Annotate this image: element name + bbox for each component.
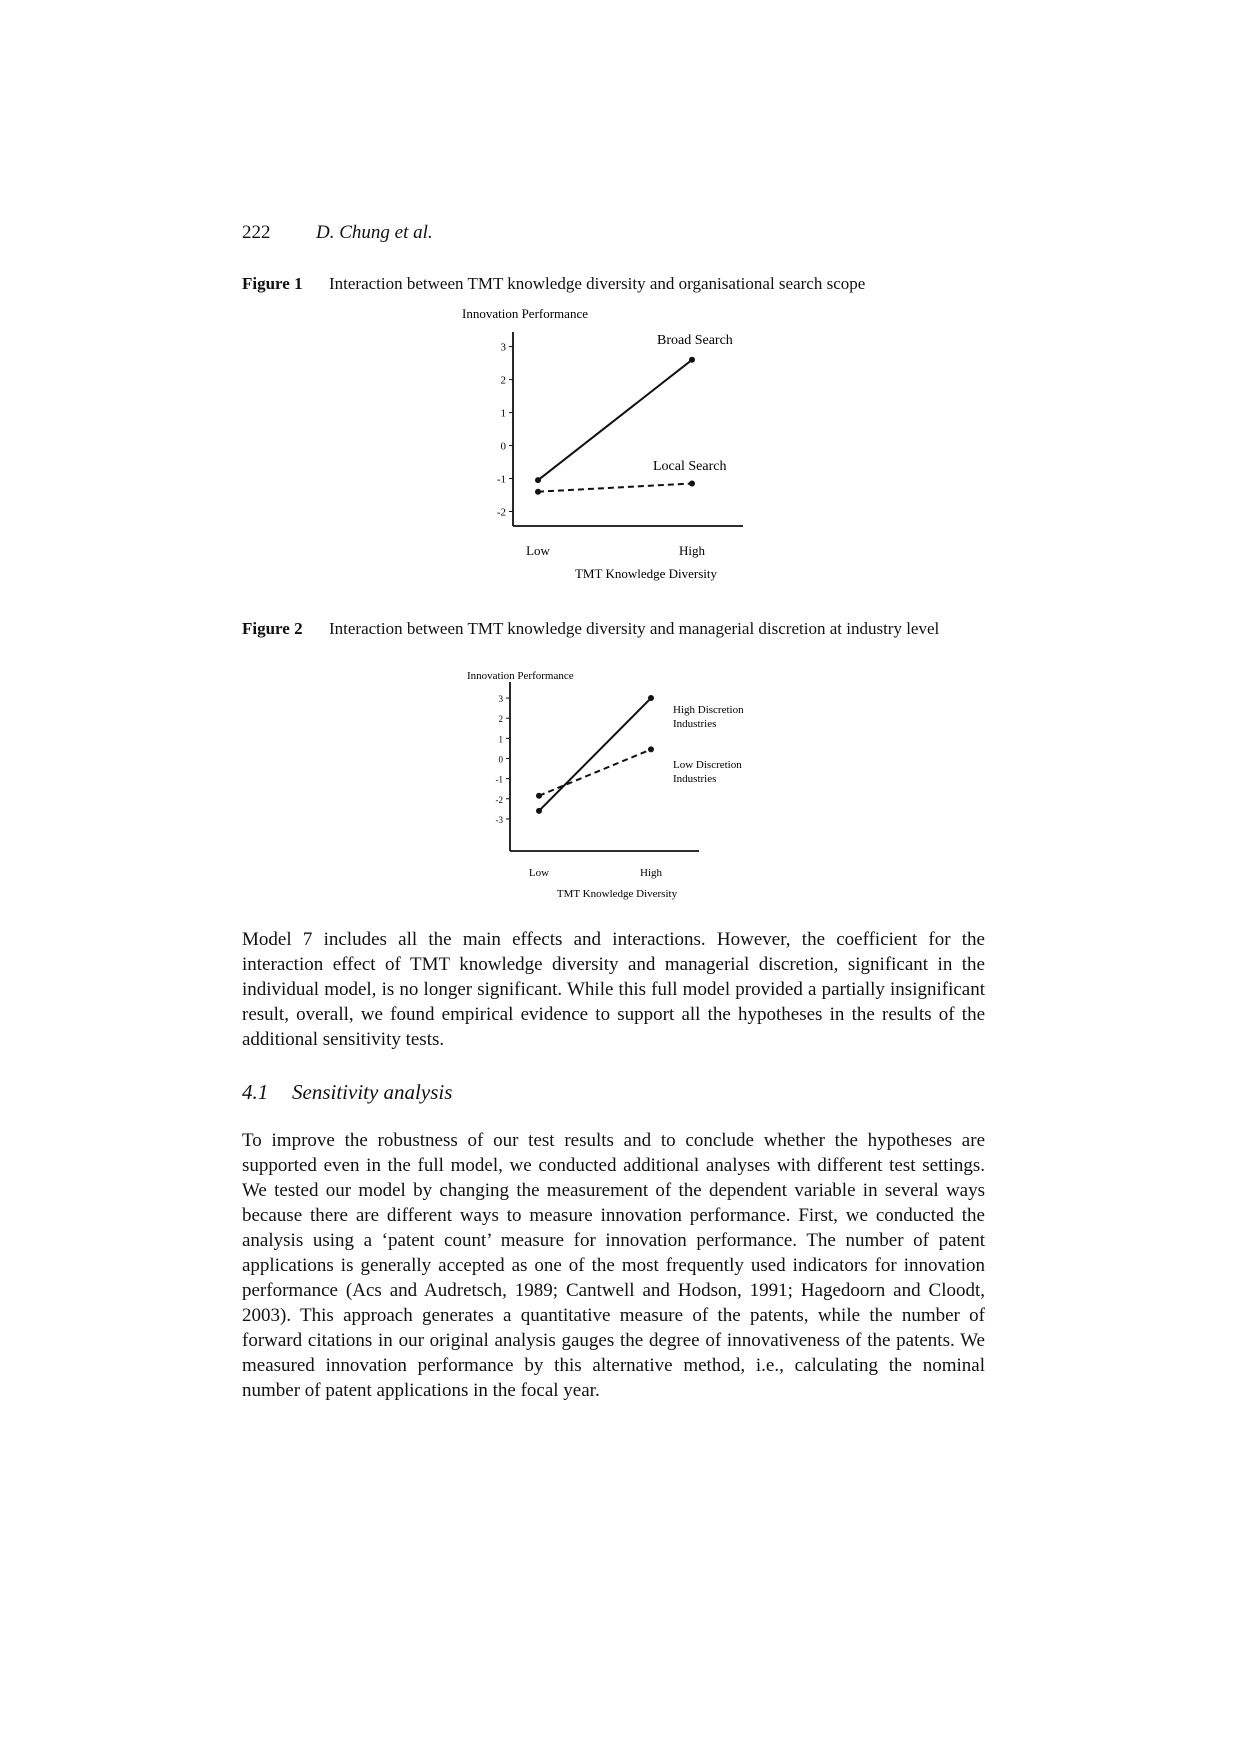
page-number: 222 xyxy=(242,222,271,243)
y-tick-label: 0 xyxy=(498,754,503,765)
x-tick-label: Low xyxy=(526,543,550,558)
x-tick-label: High xyxy=(679,543,705,558)
x-tick-label: Low xyxy=(528,867,550,879)
figure-1-chart xyxy=(462,300,770,590)
data-point xyxy=(689,357,695,363)
y-tick-label: -1 xyxy=(495,774,503,785)
y-axis-label: Innovation Performance xyxy=(467,670,574,682)
y-axis-label: Innovation Performance xyxy=(462,306,588,321)
series-line xyxy=(539,698,651,811)
data-point xyxy=(535,489,541,495)
data-point xyxy=(535,477,541,483)
series-label: Industries xyxy=(673,773,717,785)
series-label: Local Search xyxy=(653,459,727,474)
series-line xyxy=(539,749,651,795)
running-header xyxy=(242,222,433,244)
data-point xyxy=(536,793,542,799)
y-tick-label: 3 xyxy=(498,694,503,705)
y-tick-label: 3 xyxy=(500,341,506,354)
data-point xyxy=(536,808,542,814)
series-label: Broad Search xyxy=(657,333,733,348)
y-tick-label: -3 xyxy=(495,814,503,825)
data-point xyxy=(689,480,695,486)
figure-2-chart xyxy=(467,668,770,918)
section-title: Sensitivity analysis xyxy=(292,1080,453,1104)
section-heading xyxy=(242,1080,452,1105)
series-line xyxy=(538,483,692,491)
figure-1-caption-text: Interaction between TMT knowledge diversity and organisational search scope xyxy=(329,274,866,293)
body-paragraph-2: To improve the robustness of our test results and to conclude whether the hypotheses are supported even in the full model, we conducted additional analyses with different test settings. We tested our model by changing the measurement of the dependent variable in several ways because there are different ways to measure innovation performance. First, we conducted the analysis using a ‘patent count’ measure for innovation performance. The number of patent applications is generally accepted as one of the most frequently used indicators for innovation performance (Acs and Audretsch, 1989; Cantwell and Hodson, 1991; Hagedoorn and Cloodt, 2003). This approach generates a quantitative measure of the patents, while the number of forward citations in our original analysis gauges the degree of innovativeness of the patents. We measured innovation performance by this alternative method, i.e., calculating the nominal number of patent applications in the focal year. xyxy=(242,1130,985,1401)
figure-2-label: Figure 2 xyxy=(242,619,303,638)
body-paragraph-1: Model 7 includes all the main effects and interactions. However, the coefficient for the interaction effect of TMT knowledge diversity and managerial discretion, significant in the individual model, is no longer significant. While this full model provided a partially insignificant result, overall, we found empirical evidence to support all the hypotheses in the results of the additional sensitivity tests. xyxy=(242,929,985,1050)
y-tick-label: -1 xyxy=(496,473,506,486)
y-tick-label: -2 xyxy=(496,506,506,519)
figure-2-caption-text: Interaction between TMT knowledge diversity and managerial discretion at industry level xyxy=(329,619,940,638)
figure-1-label: Figure 1 xyxy=(242,274,303,293)
y-tick-label: 1 xyxy=(500,407,506,420)
x-tick-label: High xyxy=(640,867,662,879)
series-label: Industries xyxy=(673,718,717,730)
section-number: 4.1 xyxy=(242,1080,269,1104)
series-label: Low Discretion xyxy=(673,759,742,771)
running-authors: D. Chung et al. xyxy=(316,222,433,243)
data-point xyxy=(648,695,654,701)
x-axis-label: TMT Knowledge Diversity xyxy=(556,888,678,900)
y-tick-label: 0 xyxy=(500,440,506,453)
y-tick-label: -2 xyxy=(495,794,503,805)
y-tick-label: 1 xyxy=(498,734,503,745)
data-point xyxy=(648,746,654,752)
y-tick-label: 2 xyxy=(500,374,506,387)
y-tick-label: 2 xyxy=(498,714,503,725)
series-label: High Discretion xyxy=(673,704,744,716)
x-axis-label: TMT Knowledge Diversity xyxy=(574,566,718,581)
